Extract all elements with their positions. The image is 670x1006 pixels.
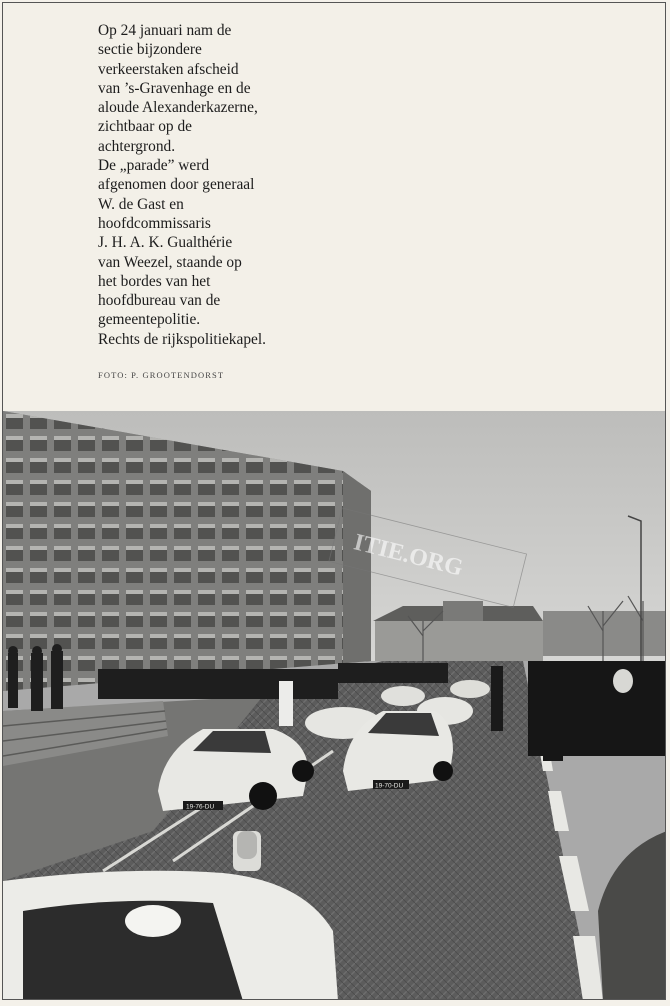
photo-caption <box>98 21 368 349</box>
caption-line: zichtbaar op de <box>98 118 193 136</box>
caption-line: afgenomen door generaal <box>98 176 255 194</box>
caption-line: gemeentepolitie. <box>98 311 201 329</box>
photo-illustration <box>3 411 666 1000</box>
photo-credit: FOTO: P. GROOTENDORST <box>98 370 225 380</box>
magazine-page <box>2 2 666 1000</box>
parade-photo <box>3 411 666 1000</box>
caption-line: achtergrond. <box>98 137 176 155</box>
foreground-figure <box>598 831 666 1000</box>
caption-line: W. de Gast en <box>98 195 184 213</box>
caption-line: hoofdbureau van de <box>98 292 221 310</box>
caption-line: verkeerstaken afscheid <box>98 60 239 78</box>
caption-line: Rechts de rijkspolitiekapel. <box>98 330 266 348</box>
caption-line: van Weezel, staande op <box>98 253 242 271</box>
police-band <box>528 661 666 761</box>
caption-line: De „parade” werd <box>98 157 210 175</box>
license-plate: 19-70-DU <box>375 782 404 790</box>
caption-line: hoofdcommissaris <box>98 214 211 232</box>
caption-line: Op 24 januari nam de <box>98 22 232 39</box>
license-plate: 19-76-DU <box>186 803 215 811</box>
caption-line: sectie bijzondere <box>98 41 202 59</box>
caption-line: van ’s-Gravenhage en de <box>98 79 251 97</box>
caption-line: aloude Alexanderkazerne, <box>98 99 258 117</box>
officer-white-coat <box>279 681 293 726</box>
caption-line: het bordes van het <box>98 272 211 290</box>
watermark-text: ITIE.ORG <box>351 529 466 582</box>
caption-line: J. H. A. K. Gualthérie <box>98 234 233 252</box>
officer <box>491 666 503 731</box>
